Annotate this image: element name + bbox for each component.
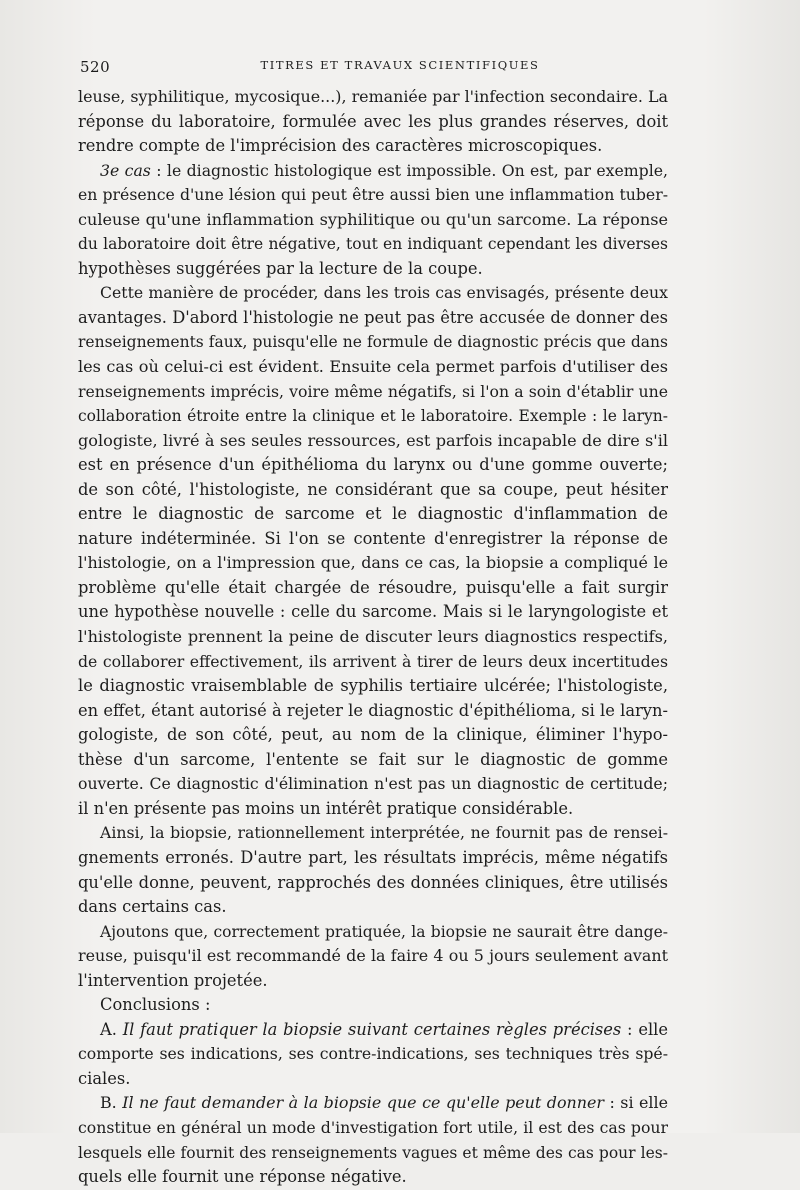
body-text — [78, 85, 668, 1190]
italic-phrase: Il faut pratiquer la biopsie suivant certaines règles précises — [122, 1019, 622, 1039]
text-line — [78, 502, 668, 527]
text-line — [78, 846, 668, 871]
line-text: il n'en présente pas moins un intérêt pratique considérable. — [78, 798, 574, 818]
text-line — [78, 159, 668, 184]
text-line — [78, 772, 668, 797]
line-prefix: 3e cas — [100, 160, 151, 180]
line-text: culeuse qu'une inflammation syphilitique ou qu'un sarcome. La réponse — [78, 209, 668, 229]
line-text: en effet, étant autorisé à rejeter le diagnostic d'épithélioma, si le laryn- — [78, 700, 668, 720]
line-text: collaboration étroite entre la clinique et le laboratoire. Exemple : le laryn- — [78, 407, 668, 426]
line-text: constitue en général un mode d'investigation fort utile, il est des cas pour — [78, 1117, 668, 1137]
text-line — [78, 723, 668, 748]
text-line — [78, 232, 668, 257]
line-text: : elle — [621, 1019, 668, 1039]
text-line — [78, 110, 668, 135]
text-line — [78, 699, 668, 724]
text-line — [78, 330, 668, 355]
text-line — [78, 306, 668, 331]
line-text: Conclusions : — [100, 995, 211, 1015]
line-text: entre le diagnostic de sarcome et le diagnostic d'inflammation de — [78, 504, 668, 524]
line-text: thèse d'un sarcome, l'entente se fait sur le diagnostic de gomme — [78, 749, 668, 769]
line-text: ouverte. Ce diagnostic d'élimination n'est pas un diagnostic de certitude; — [78, 774, 668, 794]
text-line — [78, 527, 668, 552]
line-text: réponse du laboratoire, formulée avec les plus grandes réserves, doit — [78, 111, 668, 131]
text-line — [78, 1018, 668, 1043]
line-text: ciales. — [78, 1068, 131, 1088]
text-line — [78, 821, 668, 846]
text-line — [78, 281, 668, 306]
text-line — [78, 85, 668, 110]
line-text: leuse, syphilitique, mycosique...), remaniée par l'infection secondaire. La — [78, 87, 668, 106]
text-line — [78, 650, 668, 675]
line-text: gologiste, de son côté, peut, au nom de la clinique, éliminer l'hypo- — [78, 725, 668, 745]
text-line — [78, 871, 668, 896]
line-text: renseignements imprécis, voire même négatifs, si l'on a soin d'établir une — [78, 381, 668, 401]
text-line — [78, 1067, 668, 1092]
line-text: est en présence d'un épithélioma du larynx ou d'une gomme ouverte; — [78, 455, 668, 475]
text-line — [78, 380, 668, 405]
text-line — [78, 478, 668, 503]
line-text: le diagnostic vraisemblable de syphilis tertiaire ulcérée; l'histologiste, — [78, 676, 668, 696]
line-text: l'intervention projetée. — [78, 970, 268, 990]
text-line — [78, 600, 668, 625]
page-number: 520 — [80, 58, 111, 76]
text-line — [78, 944, 668, 969]
line-text: avantages. D'abord l'histologie ne peut pas être accusée de donner des — [78, 307, 668, 327]
text-line — [78, 920, 668, 945]
text-line — [78, 576, 668, 601]
line-text: du laboratoire doit être négative, tout en indiquant cependant les diverses — [78, 235, 668, 254]
text-line — [78, 183, 668, 208]
line-text: : si elle — [603, 1093, 668, 1113]
line-text: l'histologie, on a l'impression que, dans ce cas, la biopsie a compliqué le — [78, 553, 668, 573]
line-prefix: B. — [100, 1093, 123, 1113]
line-text: : le diagnostic histologique est impossible. On est, par exemple, — [150, 160, 668, 180]
line-text: gologiste, livré à ses seules ressources, est parfois incapable de dire s'il — [78, 430, 668, 450]
line-text: reuse, puisqu'il est recommandé de la faire 4 ou 5 jours seulement avant — [78, 946, 668, 966]
line-text: lesquels elle fournit des renseignements vagues et même des cas pour les- — [78, 1143, 668, 1162]
text-line — [78, 429, 668, 454]
line-text: renseignements faux, puisqu'elle ne formule de diagnostic précis que dans — [78, 333, 668, 352]
line-text: une hypothèse nouvelle : celle du sarcome. Mais si le laryngologiste et — [78, 602, 668, 622]
line-text: qu'elle donne, peuvent, rapprochés des données cliniques, être utilisés — [78, 872, 668, 892]
text-line — [78, 134, 668, 159]
text-line — [78, 797, 668, 822]
italic-phrase: Il ne faut demander à la biopsie que ce qu'elle peut donner — [122, 1093, 604, 1113]
text-line — [78, 208, 668, 233]
line-text: les cas où celui-ci est évident. Ensuite cela permet parfois d'utiliser des — [78, 357, 668, 377]
text-line — [78, 993, 668, 1018]
text-line — [78, 404, 668, 429]
line-text: hypothèses suggérées par la lecture de la coupe. — [78, 258, 483, 278]
text-line — [78, 1091, 668, 1116]
text-line — [78, 1165, 668, 1190]
text-line — [78, 1116, 668, 1141]
text-line — [78, 551, 668, 576]
line-text: quels elle fournit une réponse négative. — [78, 1167, 407, 1187]
text-line — [78, 257, 668, 282]
text-line — [78, 674, 668, 699]
text-line — [78, 453, 668, 478]
line-prefix: A. — [100, 1019, 123, 1039]
text-line — [78, 969, 668, 994]
line-text: en présence d'une lésion qui peut être aussi bien une inflammation tuber- — [78, 185, 668, 205]
line-text: nature indéterminée. Si l'on se contente d'enregistrer la réponse de — [78, 528, 668, 548]
line-text: Ajoutons que, correctement pratiquée, la biopsie ne saurait être dange- — [100, 922, 668, 941]
text-line — [78, 748, 668, 773]
text-line — [78, 895, 668, 920]
text-line — [78, 355, 668, 380]
line-text: de collaborer effectivement, ils arrivent à tirer de leurs deux incertitudes — [78, 651, 668, 671]
text-line — [78, 1042, 668, 1067]
line-text: de son côté, l'histologiste, ne considérant que sa coupe, peut hésiter — [78, 479, 668, 499]
text-line — [78, 625, 668, 650]
line-text: Ainsi, la biopsie, rationnellement interprétée, ne fournit pas de rensei- — [100, 823, 668, 843]
line-text: l'histologiste prennent la peine de discuter leurs diagnostics respectifs, — [78, 627, 668, 647]
text-line — [78, 1141, 668, 1166]
line-text: dans certains cas. — [78, 897, 227, 917]
line-text: problème qu'elle était chargée de résoudre, puisqu'elle a fait surgir — [78, 577, 668, 597]
line-text: gnements erronés. D'autre part, les résultats imprécis, même négatifs — [78, 847, 668, 867]
line-text: comporte ses indications, ses contre-indications, ses techniques très spé- — [78, 1044, 668, 1064]
running-title: TITRES ET TRAVAUX SCIENTIFIQUES — [260, 58, 540, 72]
line-text: Cette manière de procéder, dans les trois cas envisagés, présente deux — [100, 283, 668, 303]
line-text: rendre compte de l'imprécision des caractères microscopiques. — [78, 136, 603, 156]
